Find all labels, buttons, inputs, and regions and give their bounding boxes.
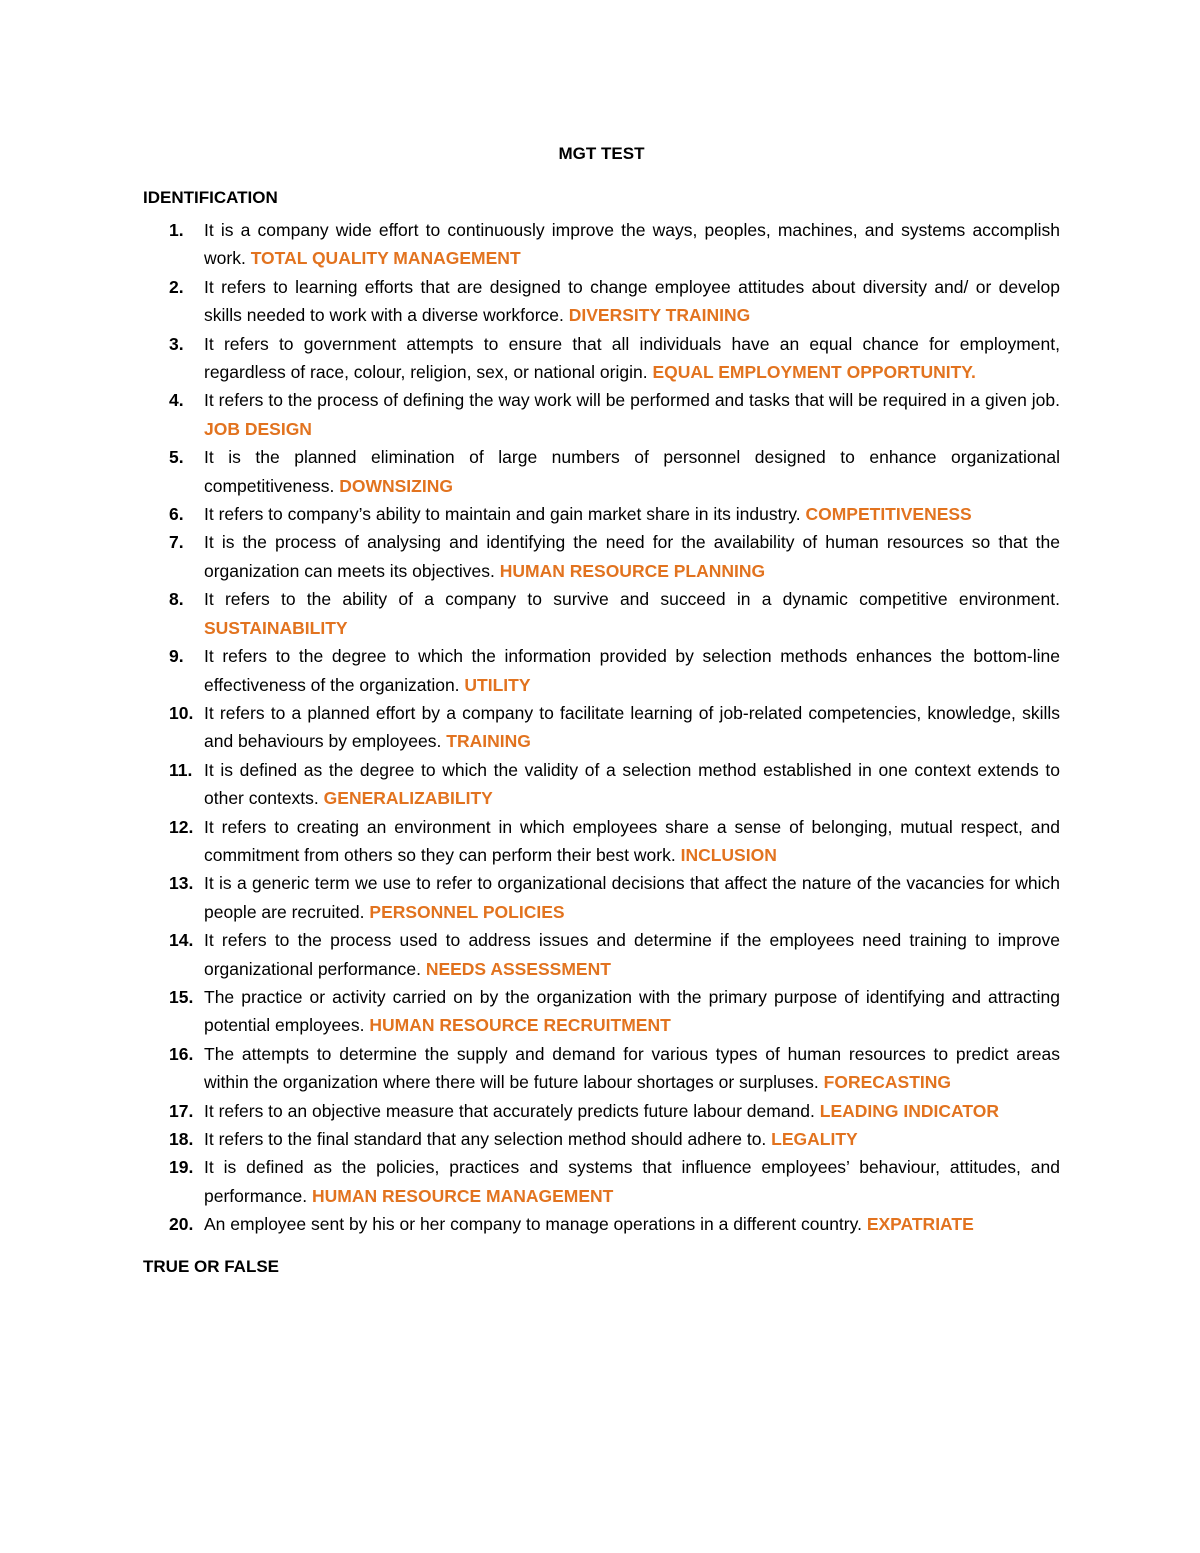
question-answer: COMPETITIVENESS: [805, 504, 972, 525]
question-number: 3.: [169, 333, 184, 354]
question-number: 8.: [169, 589, 184, 610]
question-item: [143, 642, 1060, 699]
question-text: The attempts to determine the supply and demand for various types of human resources to predict areas within the organization where there will be future labour shortages or surpluses.: [204, 1043, 1060, 1093]
question-text: It is the process of analysing and identifying the need for the availability of human resources so that the organization can meets its objectives.: [204, 532, 1060, 581]
question-item: [143, 273, 1060, 330]
identification-question-list: [143, 216, 1060, 1239]
question-item: [143, 1097, 1060, 1125]
question-text: An employee sent by his or her company to manage operations in a different country.: [204, 1214, 862, 1235]
question-number: 10.: [169, 702, 194, 723]
question-item: [143, 926, 1060, 983]
question-item: [143, 869, 1060, 926]
question-item: [143, 699, 1060, 756]
question-item: [143, 1153, 1060, 1210]
question-answer: INCLUSION: [680, 844, 777, 865]
question-answer: FORECASTING: [823, 1072, 952, 1093]
question-item: [143, 983, 1060, 1040]
question-text: It refers to the degree to which the information provided by selection methods enhances the bottom-line effectiveness of the organization.: [204, 646, 1060, 695]
question-text: It refers to the ability of a company to survive and succeed in a dynamic competitive environment.: [204, 589, 1060, 610]
question-text: It refers to the final standard that any selection method should adhere to.: [204, 1129, 767, 1149]
question-number: 11.: [169, 759, 193, 780]
question-text: It refers to creating an environment in which employees share a sense of belonging, mutual respect, and commitment from others so they can perform their best work.: [204, 816, 1060, 865]
question-item: [143, 330, 1060, 387]
question-answer: PERSONNEL POLICIES: [369, 901, 565, 922]
question-text: It refers to government attempts to ensure that all individuals have an equal chance for employment, regardless of race, colour, religion, sex, or national origin.: [204, 333, 1060, 383]
section-heading-true-or-false: TRUE OR FALSE: [143, 1256, 280, 1276]
question-answer: DOWNSIZING: [339, 475, 453, 496]
question-number: 12.: [169, 816, 194, 837]
question-answer: GENERALIZABILITY: [323, 788, 493, 809]
question-text: It refers to the process of defining the way work will be performed and tasks that will be required in a given job.: [204, 390, 1060, 411]
question-text: It refers to company’s ability to maintain and gain market share in its industry.: [204, 504, 801, 525]
question-number: 9.: [169, 646, 184, 667]
question-item: [143, 1125, 1060, 1153]
question-number: 7.: [169, 532, 184, 553]
question-text: It refers to a planned effort by a company to facilitate learning of job-related competencies, knowledge, skills and behaviours by employees.: [204, 702, 1060, 752]
question-number: 13.: [169, 873, 194, 894]
question-number: 15.: [169, 986, 194, 1007]
question-number: 16.: [169, 1043, 194, 1064]
question-item: [143, 386, 1060, 443]
question-text: The practice or activity carried on by the organization with the primary purpose of identifying and attracting potential employees.: [204, 986, 1060, 1036]
question-text: It is a company wide effort to continuously improve the ways, peoples, machines, and systems accomplish work.: [204, 220, 1060, 269]
question-item: [143, 1210, 1060, 1238]
question-item: [143, 1040, 1060, 1097]
question-answer: EXPATRIATE: [866, 1214, 974, 1235]
document-title: MGT TEST: [558, 144, 645, 163]
question-answer: UTILITY: [464, 674, 531, 695]
question-number: 20.: [169, 1214, 194, 1235]
question-item: [143, 443, 1060, 500]
question-item: [143, 500, 1060, 528]
question-number: 1.: [169, 220, 184, 240]
question-number: 5.: [169, 447, 184, 468]
question-answer: TOTAL QUALITY MANAGEMENT: [250, 248, 521, 269]
question-text: It refers to learning efforts that are designed to change employee attitudes about diversity and/ or develop skills needed to work with a diverse workforce.: [204, 276, 1060, 326]
question-answer: LEADING INDICATOR: [819, 1100, 999, 1121]
question-answer: NEEDS ASSESSMENT: [425, 958, 611, 979]
question-text: It is a generic term we use to refer to organizational decisions that affect the nature of the vacancies for which people are recruited.: [204, 873, 1060, 922]
question-answer: SUSTAINABILITY: [204, 617, 348, 638]
question-text: It refers to the process used to address issues and determine if the employees need training to improve organizational performance.: [204, 930, 1060, 979]
question-item: [143, 585, 1060, 642]
question-number: 4.: [169, 390, 184, 411]
question-answer: TRAINING: [446, 731, 531, 752]
question-item: [143, 756, 1060, 813]
question-item: [143, 216, 1060, 273]
question-text: It is defined as the degree to which the validity of a selection method established in one context extends to other contexts.: [204, 759, 1060, 809]
section-heading-identification: IDENTIFICATION: [143, 188, 278, 207]
question-number: 14.: [169, 930, 194, 951]
question-number: 19.: [169, 1157, 194, 1178]
question-text: It is defined as the policies, practices and systems that influence employees’ behaviour, attitudes, and performance.: [204, 1157, 1060, 1206]
question-item: [143, 813, 1060, 870]
question-answer: DIVERSITY TRAINING: [568, 305, 751, 326]
question-answer: HUMAN RESOURCE RECRUITMENT: [369, 1015, 671, 1036]
question-text: It is the planned elimination of large numbers of personnel designed to enhance organizational competitiveness.: [204, 447, 1060, 496]
document-page: [143, 140, 1060, 1285]
question-answer: EQUAL EMPLOYMENT OPPORTUNITY.: [652, 362, 976, 383]
question-answer: LEGALITY: [771, 1129, 858, 1149]
question-number: 6.: [169, 504, 184, 525]
question-answer: JOB DESIGN: [204, 418, 312, 439]
question-answer: HUMAN RESOURCE PLANNING: [499, 560, 766, 581]
question-number: 17.: [169, 1100, 194, 1121]
question-answer: HUMAN RESOURCE MANAGEMENT: [311, 1185, 614, 1206]
question-text: It refers to an objective measure that accurately predicts future labour demand.: [204, 1100, 815, 1121]
question-number: 18.: [169, 1129, 194, 1149]
question-number: 2.: [169, 276, 184, 297]
question-item: [143, 528, 1060, 585]
